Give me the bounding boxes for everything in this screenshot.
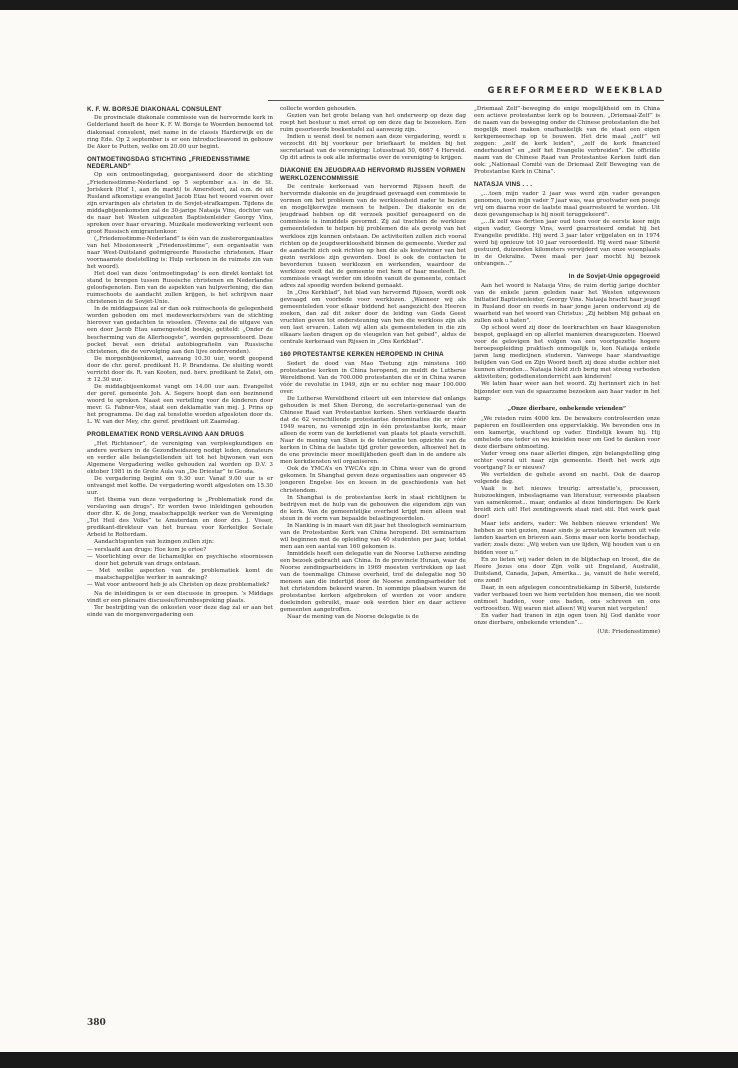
article-heading: K. F. W. BORSJE DIAKONAAL CONSULENT [87, 106, 222, 113]
paragraph: „Het Richtsnoer”, de vereniging van verpleegkundigen en andere werkers in de Gezondheidszorg nodigt leden, donateurs en verder alle belangstellenden uit tot het bijwonen van een Algemene Vergadering welke gehouden zal worden op D.V. 3 oktober 1981 in de Grote Aula van „De Driestar” te Gouda. [87, 440, 273, 475]
scan-top-edge [0, 0, 738, 10]
sub-heading: „Onze dierbare, onbekende vrienden” [507, 405, 627, 412]
paragraph: Daar, in een afgelegen concentratiekamp in Siberië, luisterde vader verbaasd toen we hem vertelden hoe mensen, die we nooit ontmoet hadden, voor ons baden, ons schreven en ons vertroostten. Wij waren niet alleen! Wij waren niet vergeten! [474, 584, 660, 612]
paragraph: Indien u wenst deel te nemen aan deze vergadering, wordt u verzocht dit bij voorkeur per briefkaart te melden bij het secretariaat van de vereniging: Lotusstraat 50, 6667 4 Herveld. Op dit adres is ook alle informatie over de vereniging te krijgen. [280, 134, 466, 162]
article-heading: ONTMOETINGSDAG STICHTING „FRIEDENSSTIMME NEDERLAND” [87, 155, 251, 171]
paragraph: De vergadering begint om 9.30 uur. Vanaf 9.00 uur is er ontvangst met koffie. De vergadering wordt afgesloten om 15.30 uur. [87, 475, 273, 496]
paragraph: En vader had tranen in zijn ogen toen hij God dankte voor onze dierbare, onbekende vrienden”... [474, 612, 660, 626]
article-heading: NATASJA VINS . . . [474, 181, 533, 189]
paragraph: De provinciale diakonale commissie van de hervormde kerk in Gelderland heeft de heer K. F. W. Borsje te Woerden benoemd tot diakonaal consulent, met name in de classis Harderwijk en de ring Ede. Op 2 september is er een introductieavond in gebouw De Aker te Putten, welke om 20.00 uur begint. [87, 115, 273, 150]
paragraph: („Friedensstimme-Nederland” is één van de zusterorganisaties van het Missionswerk „Friedensstimme”, een organisatie van naar West-Duitsland geëmigreerde Russische christenen. Haar voornaamste doelstelling is: Hulp verlenen in de ruimste zin van het woord). [87, 235, 273, 271]
paragraph: „...Ik zelf was dertien jaar oud toen voor de eerste keer mijn eigen vader, Georgy Vins, werd gearresteerd omdat hij het Evangelie predikte. Hij werd 3 jaar later vrijgelaten en in 1974 werd hij opnieuw tot 10 jaar veroordeeld. Hij werd naar Siberië gestuurd, duizenden kilometers verwijderd van onze woonplaats in de Oekraïne. Twee maal per jaar mocht hij bezoek ontvangen...” [474, 219, 660, 268]
paragraph: Maar iets anders, vader: We hebben nieuwe vrienden! We hebben ze niet gezien, maar sinds je arrestatie kwamen uit vele landen kaarten en brieven aan. Soms maar een korte boodschap, vader; zoals deze: „Wij weten van uw lijden, Wij houden van u en bidden voor u.” [474, 521, 660, 556]
article-heading: DIAKONIE EN JEUGDRAAD HERVORMD RIJSSEN VORMEN WERKLOZENCOMMISSIE [280, 167, 466, 182]
paragraph: Sedert de dood van Mao Tsetung zijn minstens 160 protestantse kerken in China heropend, zo meldt de Lutherse Wereldbond. Van de 700.000 protestanten die er in China waren vóór de revolutie in 1949, zijn er nu echter nog maar 100.000 over. [280, 360, 466, 395]
list-item: — Wat voor antwoord heb je als Christen op deze problematiek? [87, 582, 270, 589]
paragraph: Ook de YMCA’s en YWCA’s zijn in China weer van de grond gekomen. In Shanghai geven deze organisaties aan ongeveer 45 jongeren Engelse les en lessen in de geschiedenis van het christendom. [280, 466, 466, 494]
paragraph: We vertelden de gehele avond en nacht. Ook de daarop volgende dag. [474, 472, 660, 486]
paragraph: Inmiddels heeft een delegatie van de Noorse Lutherse zending een bezoek gebracht aan China. In de provincie Hunan, waar de Noorse zendingsarbeiders in 1969 moesten vertrekken op last van de toenmalige Chinese overheid, trof de delegatie nog 50 mensen aan die indertijd door de Noorse zendingsarbeider tot het christendom bekeerd waren. In sommige plaatsen waren de protestantse kerken afgebroken of werden ze voor andere doeleinden gebruikt, maar ook werden hier en daar actieve gemeenten aangetroffen. [280, 550, 466, 614]
paragraph: Na de inleidingen is er een discussie in groepen. ’s Middags vindt er een plenaire discussie/forumbespreking plaats. [87, 590, 273, 604]
paragraph: De Lutherse Wereldbond citeert uit een interview dat onlangs gehouden is met Shen Derong, de secretaris-generaal van de Chinese Raad van Protestantse kerken. Shen verklaarde daarin dat de 62 verschillende protestantse denominaties die er vóór 1949 waren, nu verenigd zijn in één protestantse kerk, maar alleen de vorm van de kerkdienst van plaats tot plaats verschilt. Naar de mening van Shen is de tolerantie ten opzichte van de kerken in China de laatste tijd groter geworden, alhoewel het in de ene provincie meer moeilijkheden geeft dan in de andere als men kerkdiensten wil organiseren. [280, 395, 466, 466]
page-header [268, 86, 664, 101]
paragraph: In Nanking is in maart van dit jaar het theologisch seminarium van de Protestantse Kerk van China heropend. Dit seminarium wil beginnen met de opleiding van 40 studenten per jaar, totdat men aan een aantal van 160 gekomen is. [280, 522, 466, 550]
paragraph: Naar de mening van de Noorse delegatie is de [287, 614, 419, 621]
paragraph: Het doel van deze ‘ontmoetingsdag’ is een direkt kontakt tot stand te brengen tussen Russische christenen en Nederlandse geloofsgenoten. Een van de aspekten van hulpverlening, die dan ruimschoots de aandacht zullen krijgen, is het schrijven naar christenen in de Sovjet-Unie. [87, 271, 273, 306]
paragraph: Vader vroeg ons naar allerlei dingen, zijn belangstelling ging echter vooral uit naar zijn gemeente. Heeft het werk zijn voortgang? Is er nieuws? [474, 450, 660, 471]
paragraph: Ter bestrijding van de onkosten voor deze dag zal er aan het einde van de morgenvergadering een [87, 604, 273, 618]
paragraph: We laten haar weer aan het woord. Zij herinnert zich in het bijzonder een van de spaarzame bezoeken aan haar vader in het kamp: [474, 381, 660, 402]
list-item: — Voorlichting over de lichamelijke en psychische stoornissen door het gebruik van drugs ontstaan. [87, 554, 273, 568]
bullet-list [87, 547, 273, 589]
paragraph: In de middagpauze zal er dan ook ruimschoots de gelegenheid worden geboden om met medewerkers/sters van de stichting hierover van gedachten te wisselen. (Tevens zal de uitgave van een door Jacob Etau samengesteld boekje, getiteld: „Onder de bescherming van de Allerhoogste”, worden gepresenteerd. Deze pocket bevat een drietal autobiografieën van Russische christenen, die de vervolging aan den lijve ondervonden). [87, 306, 273, 355]
sub-heading: In de Sovjet-Unie opgegroeid [568, 273, 660, 281]
paragraph: In Shanghai is de protestantse kerk in staat richtlijnen te bedrijven met de hulp van de gebouwen die eigendom zijn van de kerk. Van de gemeentelijke overheid krijgt men alleen wat steun in de vorm van bepaalde belastingvoordelen. [280, 494, 466, 522]
paragraph: Aan het woord is Natasja Vins, de ruim dertig jarige dochter van de enkele jaren geleden naar het Westen uitgewezen Initiatief Baptistenleider, Georgy Vins. Natasja bracht haar jeugd in Rusland door en reeds in haar jonge jaren ondervond zij de waarheid van het woord van Christus: „Zij hebben Mij gehaat en zullen ook u haten”. [474, 282, 660, 325]
page-number: 380 [87, 1018, 106, 1028]
paragraph: De middagbijeenkomst vangt om 14.00 uur aan. Evangelist der geref. gemeente Joh. A. Segers hoopt dan een bezinnend woord te spreken. Naast een vertelling voor de kinderen door mevr. G. Fabner-Vos, staat een deklamatie van mej. J. Prins op het programma. De dag zal tenslotte worden afgesloten door ds. L. W. van der Mey, chr. geref. predikant uit Zaamslag. [87, 383, 273, 426]
paragraph: „...toen mijn vader 2 jaar was werd zijn vader gevangen genomen, toen mijn vader 7 jaar was, was grootvader een poosje vrij om daarna voor de laatste maal gearresteerd te worden. Uit deze gevangenschap is hij nooit teruggekeerd”. [474, 190, 660, 219]
running-head: GEREFORMEERD WEEKBLAD [487, 86, 664, 96]
paragraph: collecte worden gehouden. [280, 106, 357, 112]
paragraph: En zo lieten wij vader delen in de blijdschap en troost, die de Heere Jezus ons door Zijn volk uit Engeland, Australië, Duitsland, Canada, Japan, Amerika... ja, vanuit de hele wereld, ons zond! [474, 556, 660, 584]
paragraph: „Driemaal Zelf”-beweging de enige mogelijkheid om in China een actieve protestantse kerk op te bouwen. „Driemaal-Zelf” is de naam van de beweging onder de Chinese protestanten die het mogelijk moet maken onafhankelijk van de staat een eigen kerkgemeenschap op te bouwen. Het drie maal „zelf” wil zeggen: „zelf de kerk leiden”, „zelf de kerk financieel onderhouden” en „zelf het Evangelie verbreiden”. De officiële naam van de Chinese Raad van Protestantse Kerken luidt dan ook: „Nationaal Comité van de Driemaal Zelf Beweging van de Protestantse Kerk in China”. [474, 106, 660, 176]
paragraph: Op een ontmoetingsdag, georganiseerd door de stichting „Friedensstimme-Nederland op 5 september a.s. in de St. Joriskerk (Hof 1, aan de markt) te Amersfoort, zal o.m. de uit Rusland afkomstige evangelist Jacob Etau het woord voeren over zijn ervaringen als christen in de Sovjet-strafkampen. Tijdens de middagbijeenkomsten zal de 30-jarige Natasja Vins, dochter van de naar het Westen uitgezeten Baptistenleider Georgy Vins, spreken over haar ervaring. Muzikale medewerking verleent een groot Russisch emigrantenkoor. [87, 172, 273, 235]
paragraph: Op school werd zij door de leerkrachten en haar klasgenoten bespot, geplaagd en op allerlei manieren dwarsgezeten. Hoewel voor de gelovigen het volgen van een voortgezette hogere beroepsopleiding praktisch onmogelijk is, kon Natasja enkele jaren lang medicijnen studeren. Vanwege haar standvastige belijden van God en Zijn Woord heeft zij deze studie echter niet kunnen afronden... Natasja hield zich berig met streng verboden aktiviteiten; godsdienstonderricht aan kinderen! [474, 325, 660, 381]
column-2 [280, 106, 466, 1011]
article-heading: 160 PROTESTANTSE KERKEN HEROPEND IN CHINA [280, 351, 444, 359]
source-credit: (Uit: Friedensstimme) [597, 629, 660, 636]
scan-bottom-edge [0, 1052, 738, 1068]
paragraph: Het thema van deze vergadering is „Problematiek rond de verslaving aan drugs”. Er worden twee inleidingen gehouden door dhr. K. de Jong, maatschappelijk werker van de Vereniging „Tot Heil des Volks” te Amsterdam en door drs. J. Visser, predikant-direkteur van het bureau voor Kerkelijke Sociale Arbeid te Rotterdam. [87, 496, 273, 539]
paragraph: „We reisden ruim 4000 km. De bewakers controleerden onze papieren en fouilleerden ons oppervlakkig. We bevonden ons in een kamertje, wachtend op vader. Eindelijk kwam hij. Hij omhelsde ons teder en we knielden neer om God te danken voor deze dierbare ontmoeting. [474, 415, 660, 450]
paragraph: Gezien van het grote belang van het onderwerp op deze dag roept het bestuur u met ernst op om deze dag te bezoeken. Een ruim gesorteerde boekentafel zal aanwezig zijn. [280, 113, 466, 134]
list-item: — verslaafd aan drugs: Hoe kom je ertoe? [87, 547, 207, 554]
paragraph: De morgenbijeenkomst, aanvang 10.30 uur, wordt geopend door de chr. geref. predikant H. P. Brandsma. De sluiting wordt verricht door ds. R. van Kooten, ned. herv. predikant te Zeist, om ± 12.30 uur. [87, 355, 273, 383]
paragraph: Vaak is het nieuws treurig: arrestatie’s, processen, huiszoekingen, inbeslagname van literatuur, verwoeste plaatsen van samenkomst... maar, ondanks al deze hinderingen: De Kerk breidt zich uit! Het zendingswerk staat niet stil. Het werk gaat door! [474, 486, 660, 521]
paragraph: In „Ons Kerkblad”, het blad van hervormd Rijssen, wordt ook gevraagd om voorbede voor werklozen. „Wanneer wij als gemeenteleden voor elkaar biddend het aangezicht des Heeren zoeken, dan zal dit zeker door de leiding van Gods Geest vruchten geven tot ondersteuning van hen die werkloos zijn als een last ervaren. Laten wij allen als gemeenteleden in die zin elkaars lasten dragen op de vleugelen van het gebed”, aldus de centrale kerkeraad van Rijssen in „Ons Kerkblad”. [280, 289, 466, 346]
article-heading: PROBLEMATIEK ROND VERSLAVING AAN DRUGS [87, 431, 245, 439]
list-item: — Met welke aspecten van de problematiek komt de maatschappelijke werker in aanraking? [87, 568, 273, 582]
paragraph: De centrale kerkeraad van hervormd Rijssen heeft de hervormde diakonie en de jeugdraad gevraagd een commissie te vormen om het probleem van de werkloosheid nader te bezien en mogelijkerwijze mensen te helpen. De diakonie en de jeugdraad hebben op dit verzoek positief gereageerd en de commissie is inmiddels gevormd. Zij zal trachten de werkloze gemeenteleden te helpen bij problemen die als gevolg van het werkloos zijn kunnen ontstaan. De activiteiten zullen zich vooral richten op de jeugdwerkloosheid binnen de gemeente. Verder zal de aandacht zich ook richten op hen die als kostwinner van het gezin werkloos zijn geworden. Doel is ook de contacten te bevorderen tussen werklozen en werkenden, waardoor de werkloze voelt dat de gemeente met hem of haar meeleeft. De commissie vraagt verder om ideeën vanuit de gemeente, contact adres zal spoedig worden bekend gemaakt. [280, 184, 466, 289]
column-1 [87, 106, 273, 1011]
column-3 [474, 106, 660, 1011]
paragraph: Aandachtspunten van lezingen zullen zijn: [94, 539, 214, 546]
